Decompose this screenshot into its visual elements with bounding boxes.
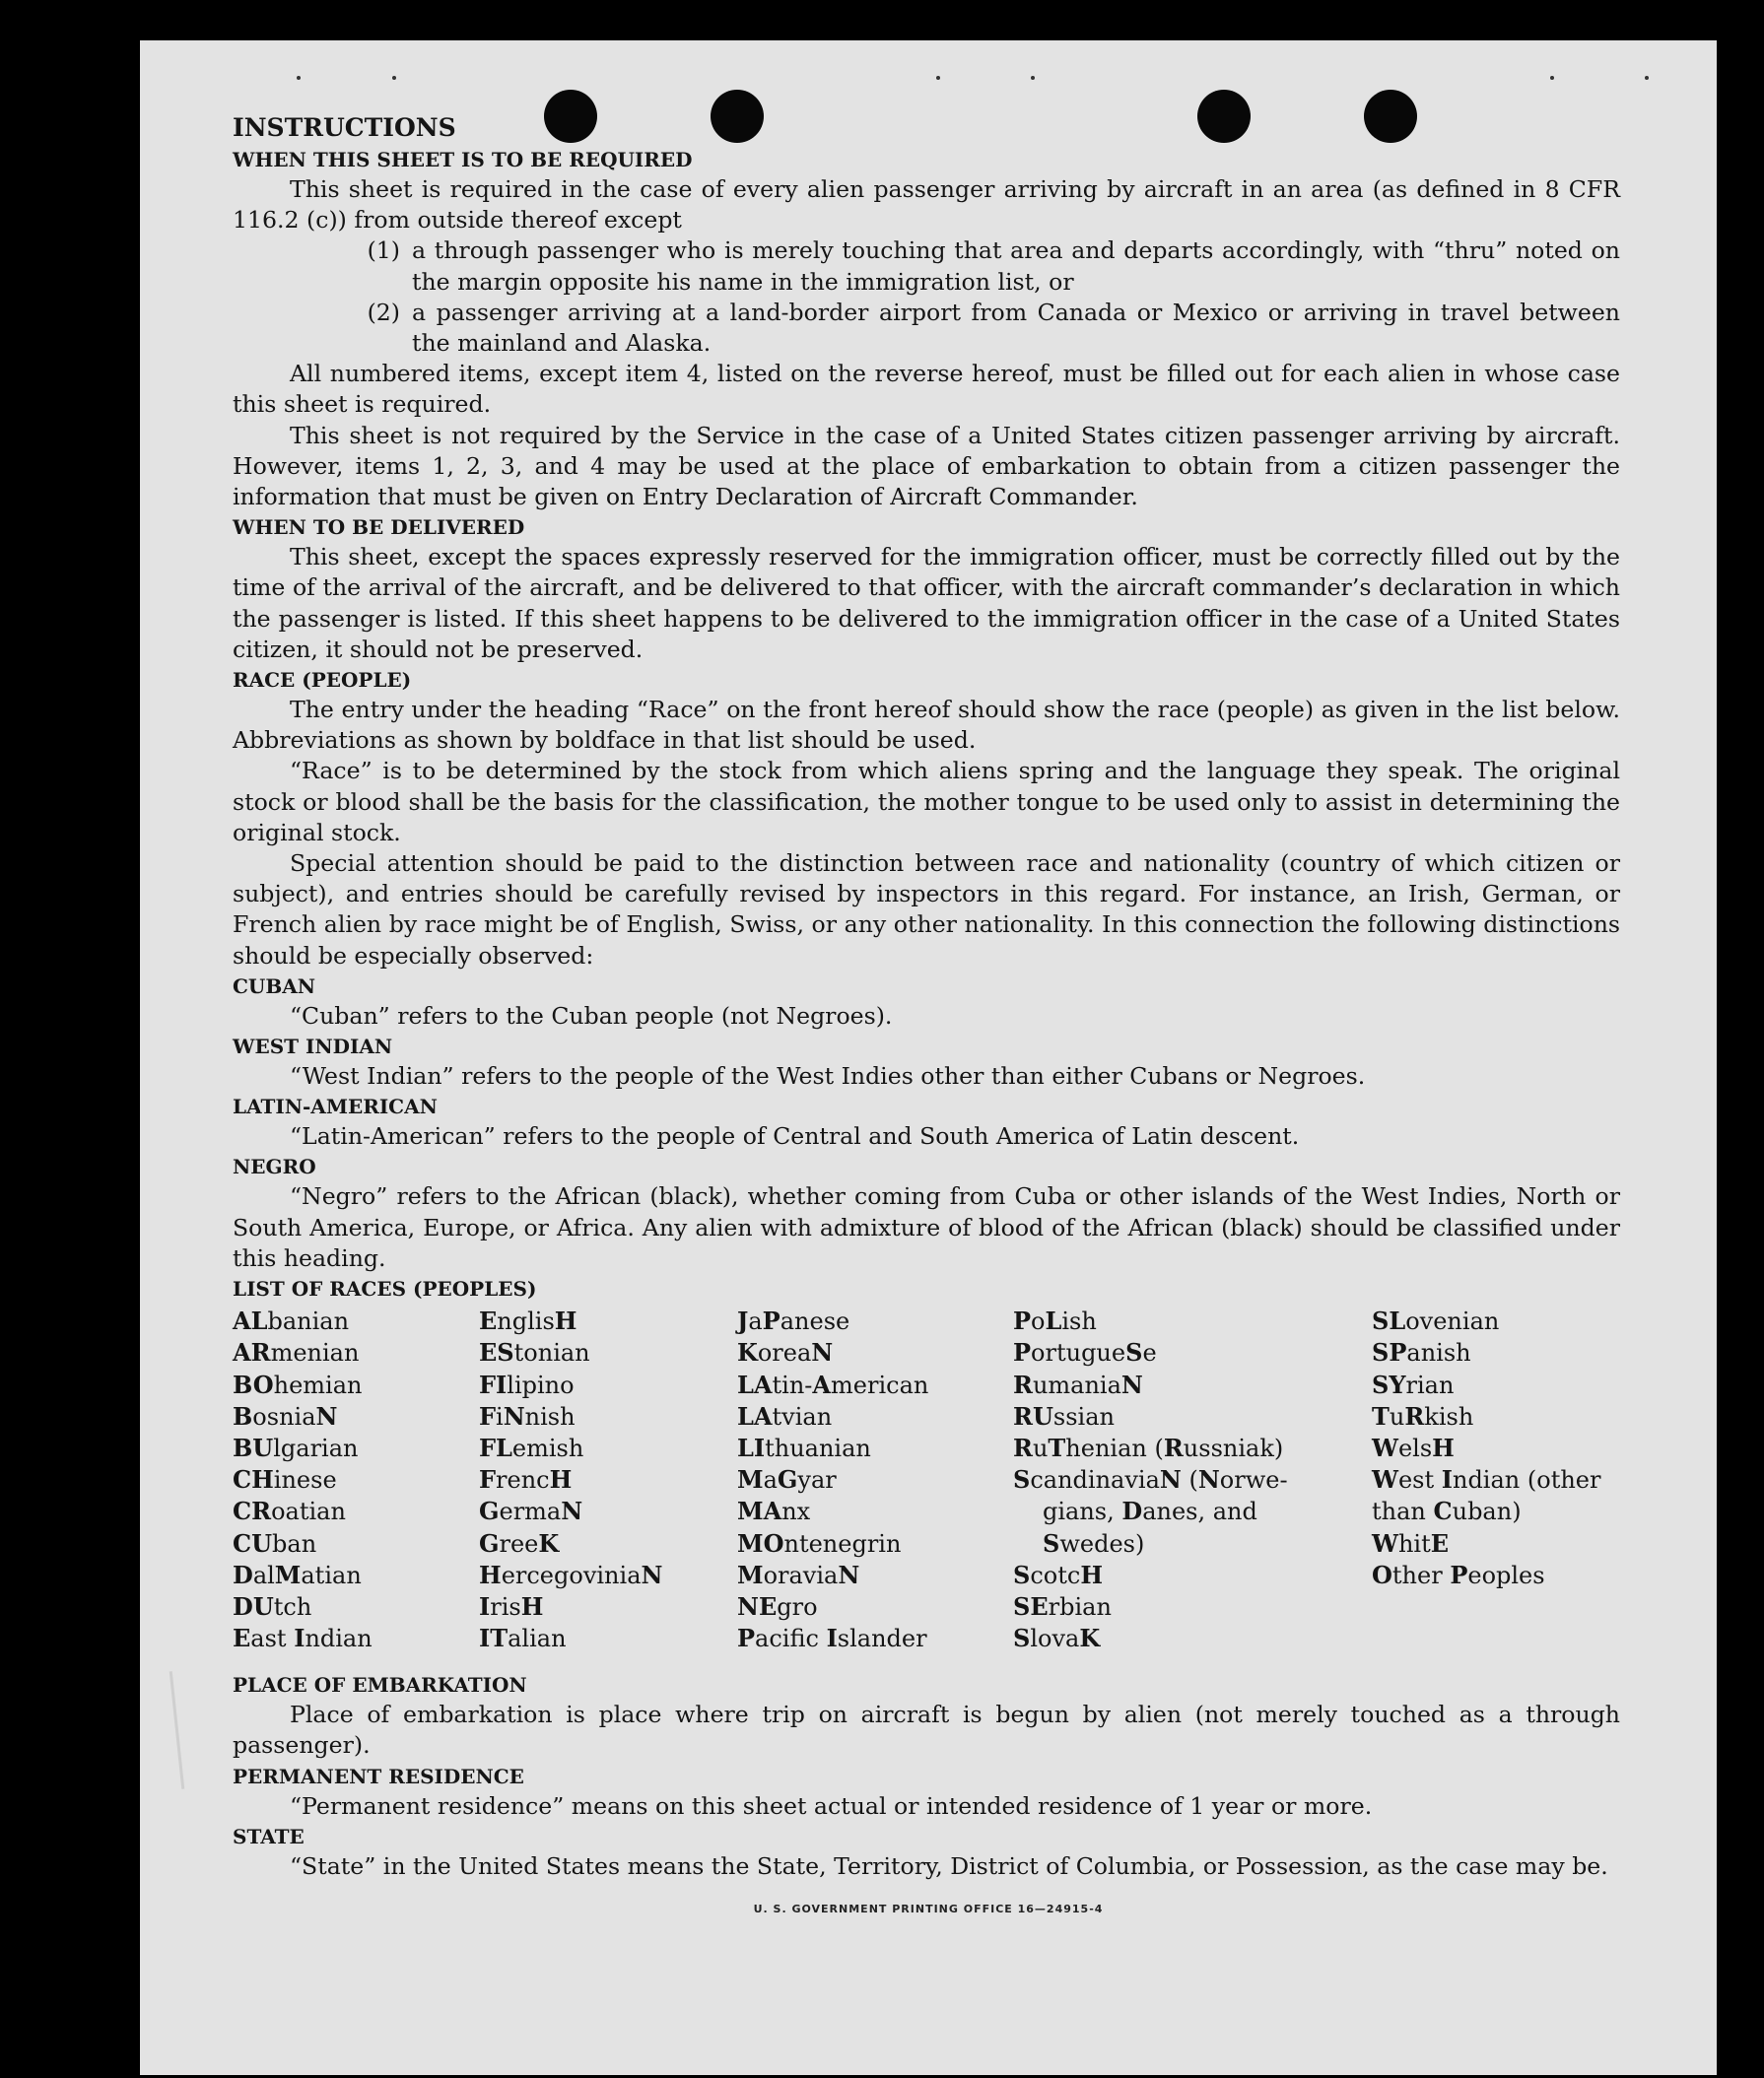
race-entry: MAnx bbox=[737, 1497, 811, 1526]
margin-dot bbox=[1031, 76, 1035, 80]
races-column bbox=[233, 1306, 373, 1654]
race-entry: RuThenian (Russniak) bbox=[1013, 1433, 1284, 1462]
section-heading: LATIN-AMERICAN bbox=[233, 1095, 438, 1119]
race-entry: ScotcH bbox=[1013, 1560, 1104, 1589]
race-entry: MaGyar bbox=[737, 1465, 837, 1495]
races-column bbox=[479, 1306, 662, 1654]
paragraph: “Latin-American” refers to the people of Central and South America of Latin descent. bbox=[290, 1122, 1300, 1151]
race-entry: NEgro bbox=[737, 1591, 818, 1621]
race-entry: SlovaK bbox=[1013, 1624, 1101, 1653]
race-entry: ARmenian bbox=[233, 1338, 360, 1368]
race-entry: WelsH bbox=[1372, 1433, 1455, 1462]
races-column bbox=[737, 1306, 928, 1654]
form-page bbox=[140, 40, 1717, 2075]
race-entry: CHinese bbox=[233, 1465, 337, 1495]
section-heading: WEST INDIAN bbox=[233, 1035, 393, 1059]
scan-mark bbox=[170, 1671, 185, 1789]
races-column bbox=[1013, 1306, 1288, 1654]
race-entry: RumaniaN bbox=[1013, 1370, 1143, 1399]
section-heading: LIST OF RACES (PEOPLES) bbox=[233, 1277, 537, 1302]
race-entry: West Indian (other bbox=[1372, 1465, 1601, 1495]
race-entry: CRoatian bbox=[233, 1497, 346, 1526]
paragraph: Special attention should be paid to the distinction between race and nationality (country of which citizen or subject), and entries should be carefully revised by inspectors in this regard. For instance, an Irish, German, or French alien by race might be of English, Swiss, or any other nationality. In this connection the following distinctions should be especially observed: bbox=[233, 849, 1620, 970]
races-column bbox=[1372, 1306, 1600, 1591]
race-entry: RUssian bbox=[1013, 1401, 1115, 1431]
race-entry: ITalian bbox=[479, 1624, 567, 1653]
margin-dot bbox=[936, 76, 940, 80]
instructions-content bbox=[233, 111, 1620, 1882]
race-entry: BUlgarian bbox=[233, 1433, 359, 1462]
race-entry: EStonian bbox=[479, 1338, 590, 1368]
section-heading: NEGRO bbox=[233, 1155, 316, 1179]
paragraph: This sheet is required in the case of every alien passenger arriving by aircraft in an area (as defined in 8 CFR 116.2 (c)) from outside thereof except bbox=[233, 175, 1620, 235]
race-entry: TuRkish bbox=[1372, 1401, 1474, 1431]
section-heading: WHEN THIS SHEET IS TO BE REQUIRED bbox=[233, 148, 693, 171]
item-number: (1) bbox=[367, 236, 400, 265]
margin-dot bbox=[1550, 76, 1554, 80]
paragraph: The entry under the heading “Race” on the front hereof should show the race (people) as given in the list below. Abbreviations as shown by boldface in that list should be used. bbox=[233, 696, 1620, 755]
item-text: a through passenger who is merely touching that area and departs accordingly, with “thru” noted on the margin opposite his name in the immigration list, or bbox=[412, 236, 1620, 296]
race-entry: CUban bbox=[233, 1528, 317, 1558]
race-entry: PoLish bbox=[1013, 1307, 1097, 1336]
race-entry: FiNnish bbox=[479, 1401, 576, 1431]
race-entry: FIlipino bbox=[479, 1370, 575, 1399]
race-entry: East Indian bbox=[233, 1624, 373, 1653]
race-entry: GermaN bbox=[479, 1497, 583, 1526]
list-item bbox=[233, 298, 1620, 359]
race-entry: SPanish bbox=[1372, 1338, 1471, 1368]
race-entry: than Cuban) bbox=[1372, 1497, 1522, 1526]
race-entry: LAtvian bbox=[737, 1401, 833, 1431]
race-entry: SYrian bbox=[1372, 1370, 1455, 1399]
margin-dot bbox=[297, 76, 301, 80]
race-entry: Other Peoples bbox=[1372, 1560, 1545, 1589]
paragraph: This sheet is not required by the Service in the case of a United States citizen passenger arriving by aircraft. However, items 1, 2, 3, and 4 may be used at the place of embarkation to obtain from a citizen passenger the information that must be given on Entry Declaration of Aircraft Commander. bbox=[233, 421, 1620, 511]
section-heading: STATE bbox=[233, 1824, 305, 1848]
section-heading: RACE (PEOPLE) bbox=[233, 668, 412, 693]
race-entry: SErbian bbox=[1013, 1591, 1112, 1621]
printer-imprint: U. S. GOVERNMENT PRINTING OFFICE 16—24915-4 bbox=[753, 1903, 1104, 1915]
margin-dot bbox=[1645, 76, 1649, 80]
race-entry: SLovenian bbox=[1372, 1307, 1500, 1336]
race-entry: PortugueSe bbox=[1013, 1338, 1157, 1368]
paragraph: “Negro” refers to the African (black), whether coming from Cuba or other islands of the West Indies, North or South America, Europe, or Africa. Any alien with admixture of blood of the African (black) should be classified under this heading. bbox=[233, 1182, 1620, 1272]
paragraph: “Cuban” refers to the Cuban people (not Negroes). bbox=[290, 1001, 893, 1030]
race-entry: gians, Danes, and bbox=[1043, 1497, 1257, 1526]
section-heading: CUBAN bbox=[233, 973, 316, 998]
race-entry: Pacific Islander bbox=[737, 1624, 927, 1653]
section-heading: WHEN TO BE DELIVERED bbox=[233, 515, 525, 540]
race-entry: EnglisH bbox=[479, 1307, 577, 1336]
race-entry: IrisH bbox=[479, 1591, 544, 1621]
race-entry: FrencH bbox=[479, 1465, 573, 1495]
page-title: INSTRUCTIONS bbox=[233, 113, 456, 142]
race-entry: ScandinaviaN (Norwe- bbox=[1013, 1465, 1288, 1495]
paragraph: Place of embarkation is place where trip on aircraft is begun by alien (not merely touched as a through passenger). bbox=[233, 1701, 1620, 1760]
paragraph: All numbered items, except item 4, listed on the reverse hereof, must be filled out for each alien in whose case this sheet is required. bbox=[233, 360, 1620, 419]
race-entry: DUtch bbox=[233, 1591, 312, 1621]
race-entry: WhitE bbox=[1372, 1528, 1450, 1558]
race-entry: BOhemian bbox=[233, 1370, 363, 1399]
section-heading: PERMANENT RESIDENCE bbox=[233, 1764, 524, 1788]
race-entry: LIthuanian bbox=[737, 1433, 871, 1462]
race-entry: ALbanian bbox=[233, 1307, 350, 1336]
race-entry: JaPanese bbox=[737, 1307, 850, 1336]
race-entry: KoreaN bbox=[737, 1338, 834, 1368]
race-entry: MoraviaN bbox=[737, 1560, 860, 1589]
item-number: (2) bbox=[367, 298, 400, 326]
paragraph: “West Indian” refers to the people of the West Indies other than either Cubans or Negroes. bbox=[290, 1062, 1366, 1091]
race-entry: GreeK bbox=[479, 1528, 560, 1558]
race-entry: Swedes) bbox=[1043, 1528, 1145, 1558]
item-text: a passenger arriving at a land-border airport from Canada or Mexico or arriving in travel between the mainland and Alaska. bbox=[412, 298, 1620, 358]
margin-dot bbox=[392, 76, 396, 80]
paragraph: “Race” is to be determined by the stock from which aliens spring and the language they speak. The original stock or blood shall be the basis for the classification, the mother tongue to be used only to assist in determining the original stock. bbox=[233, 757, 1620, 846]
race-entry: BosniaN bbox=[233, 1401, 338, 1431]
race-entry: FLemish bbox=[479, 1433, 584, 1462]
section-heading: PLACE OF EMBARKATION bbox=[233, 1673, 527, 1698]
race-entry: HercegoviniaN bbox=[479, 1560, 663, 1589]
race-entry: DalMatian bbox=[233, 1560, 362, 1589]
paragraph: “State” in the United States means the State, Territory, District of Columbia, or Possession, as the case may be. bbox=[290, 1851, 1608, 1880]
races-list bbox=[233, 1306, 1620, 1670]
race-entry: LAtin-American bbox=[737, 1370, 929, 1399]
list-item bbox=[233, 235, 1620, 297]
race-entry: MOntenegrin bbox=[737, 1528, 902, 1558]
paragraph: “Permanent residence” means on this sheet actual or intended residence of 1 year or more. bbox=[290, 1791, 1373, 1820]
paragraph: This sheet, except the spaces expressly reserved for the immigration officer, must be correctly filled out by the time of the arrival of the aircraft, and be delivered to that officer, with the aircraft commander’s declaration in which the passenger is listed. If this sheet happens to be delivered to the immigration officer in the case of a United States citizen, it should not be preserved. bbox=[233, 543, 1620, 663]
